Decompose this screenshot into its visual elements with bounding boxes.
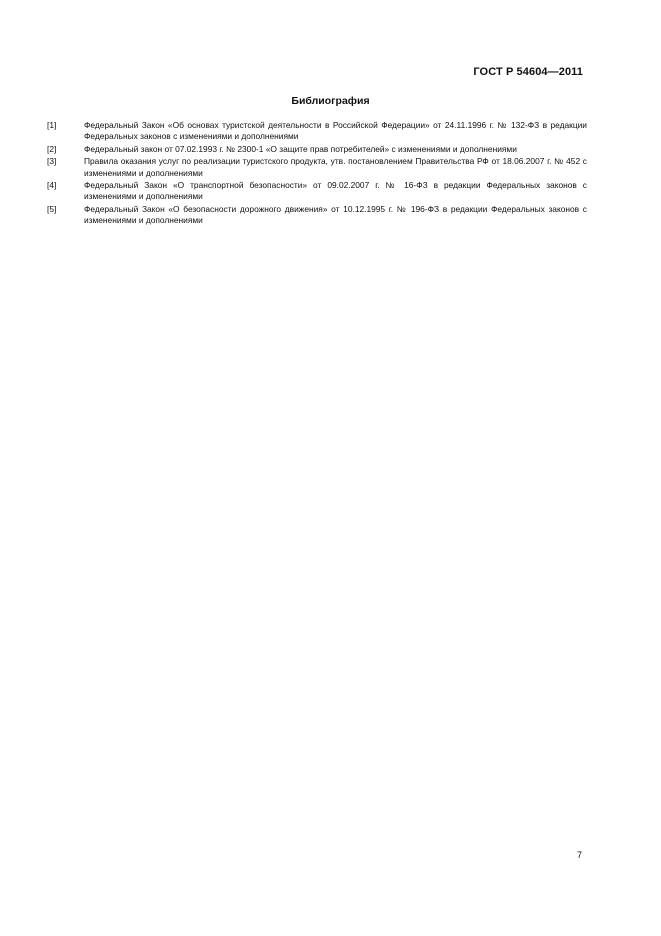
page-number: 7	[576, 850, 582, 860]
bibliography-item-text: Федеральный Закон «О безопасности дорожного движения» от 10.12.1995 г. № 196-ФЗ в редакции Федеральных законов с изменениями и дополнениями	[84, 203, 587, 226]
bibliography-item	[47, 156, 587, 179]
bibliography-item-text: Правила оказания услуг по реализации туристского продукта, утв. постановлением Правительства РФ от 18.06.2007 г. № 452 с изменениями и дополнениями	[84, 156, 587, 178]
bibliography-item-number: [4]	[47, 180, 57, 191]
bibliography-item-number: [1]	[47, 120, 57, 130]
bibliography-item-number: [3]	[47, 156, 57, 167]
bibliography-list	[47, 120, 587, 228]
bibliography-item	[47, 144, 587, 155]
bibliography-item-text: Федеральный закон от 07.02.1993 г. № 2300-1 «О защите прав потребителей» с изменениями и дополнениями	[84, 143, 517, 154]
document-code: ГОСТ Р 54604—2011	[473, 66, 583, 78]
bibliography-item	[47, 120, 587, 143]
bibliography-item	[47, 180, 587, 203]
bibliography-item-number: [5]	[47, 203, 57, 214]
bibliography-item-text: Федеральный Закон «О транспортной безопасности» от 09.02.2007 г. № 16-ФЗ в редакции Федеральных законов с изменениями и дополнениями	[84, 180, 587, 202]
section-title: Библиография	[291, 95, 370, 107]
bibliography-item-text: Федеральный Закон «Об основах туристской деятельности в Российской Федерации» от 24.11.1996 г. № 132-ФЗ в редакции Федеральных законов с изменениями и дополнениями	[84, 120, 587, 142]
bibliography-item-number: [2]	[47, 143, 57, 154]
bibliography-item	[47, 204, 587, 227]
